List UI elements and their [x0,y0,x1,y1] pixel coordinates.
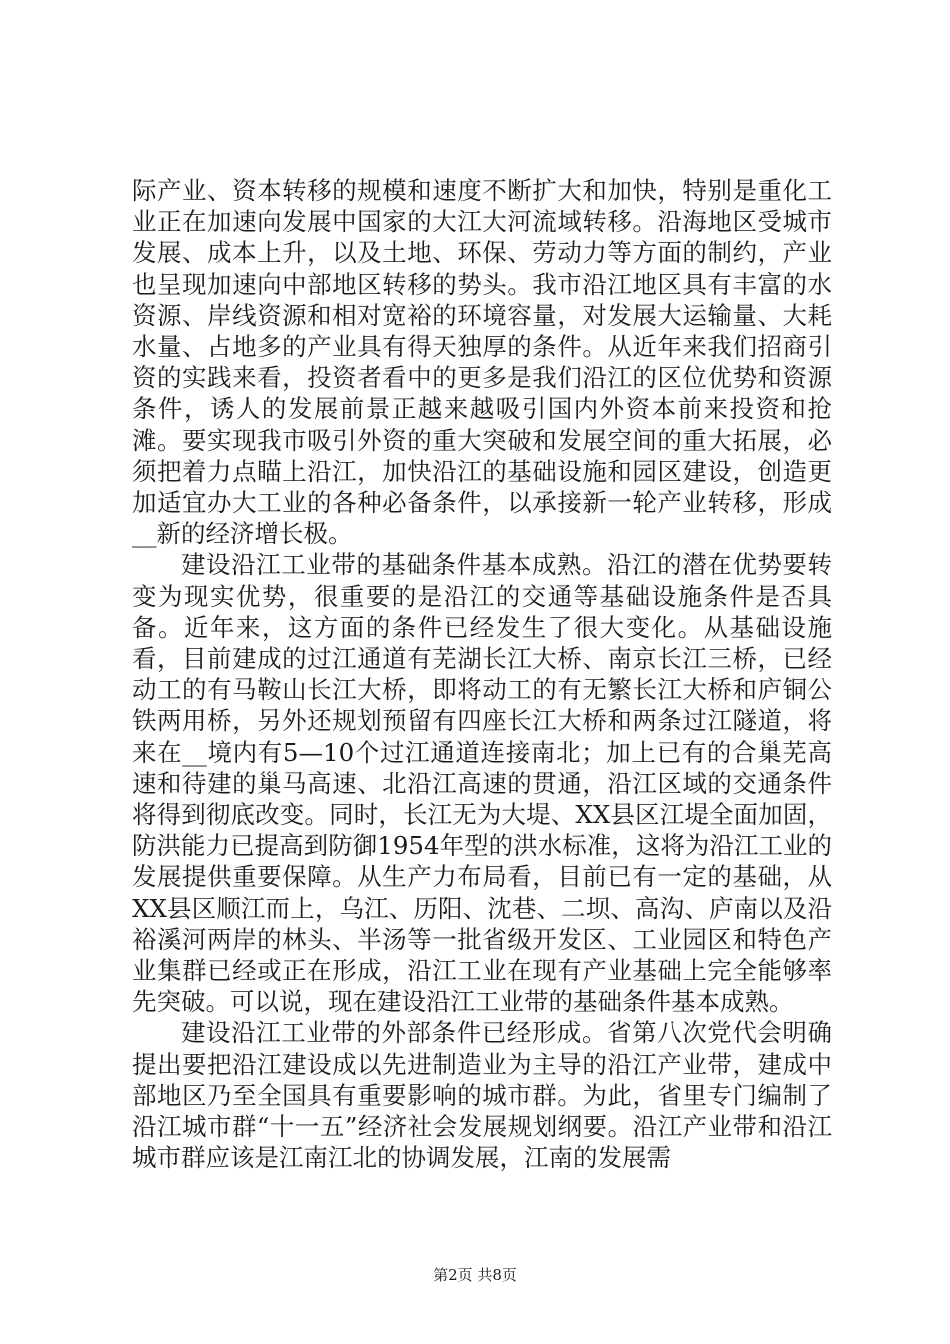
paragraph-3: 建设沿江工业带的外部条件已经形成。省第八次党代会明确提出要把沿江建设成以先进制造业为主导的沿江产业带，建成中部地区乃至全国具有重要影响的城市群。为此，省里专门编制了沿江城市群“十一五”经济社会发展规划纲要。沿江产业带和沿江城市群应该是江南江北的协调发展，江南的发展需 [132,1018,832,1173]
page-number-footer: 第2页 共8页 [433,1266,517,1284]
paragraph-2: 建设沿江工业带的基础条件基本成熟。沿江的潜在优势要转变为现实优势，很重要的是沿江的交通等基础设施条件是否具备。近年来，这方面的条件已经发生了很大变化。从基础设施看，目前建成的过江通道有芜湖长江大桥、南京长江三桥，已经动工的有马鞍山长江大桥，即将动工的有无繁长江大桥和庐铜公铁两用桥，另外还规划预留有四座长江大桥和两条过江隧道，将来在__境内有5—10个过江通道连接南北；加上已有的合巢芜高速和待建的巢马高速、北沿江高速的贯通，沿江区域的交通条件将得到彻底改变。同时，长江无为大堤、XX县区江堤全面加固，防洪能力已提高到防御1954年型的洪水标准，这将为沿江工业的发展提供重要保障。从生产力布局看，目前已有一定的基础，从XX县区顺江而上，乌江、历阳、沈巷、二坝、高沟、庐南以及沿裕溪河两岸的林头、半汤等一批省级开发区、工业园区和特色产业集群已经或正在形成，沿江工业在现有产业基础上完全能够率先突破。可以说，现在建设沿江工业带的基础条件基本成熟。 [132,550,832,1017]
paragraph-1: 际产业、资本转移的规模和速度不断扩大和加快，特别是重化工业正在加速向发展中国家的大江大河流域转移。沿海地区受城市发展、成本上升，以及土地、环保、劳动力等方面的制约，产业也呈现加速向中部地区转移的势头。我市沿江地区具有丰富的水资源、岸线资源和相对宽裕的环境容量，对发展大运输量、大耗水量、占地多的产业具有得天独厚的条件。从近年来我们招商引资的实践来看，投资者看中的更多是我们沿江的区位优势和资源条件，诱人的发展前景正越来越吸引国内外资本前来投资和抢滩。要实现我市吸引外资的重大突破和发展空间的重大拓展，必须把着力点瞄上沿江，加快沿江的基础设施和园区建设，创造更加适宜办大工业的各种必备条件，以承接新一轮产业转移，形成__新的经济增长极。 [132,176,832,549]
document-body [132,175,832,1174]
